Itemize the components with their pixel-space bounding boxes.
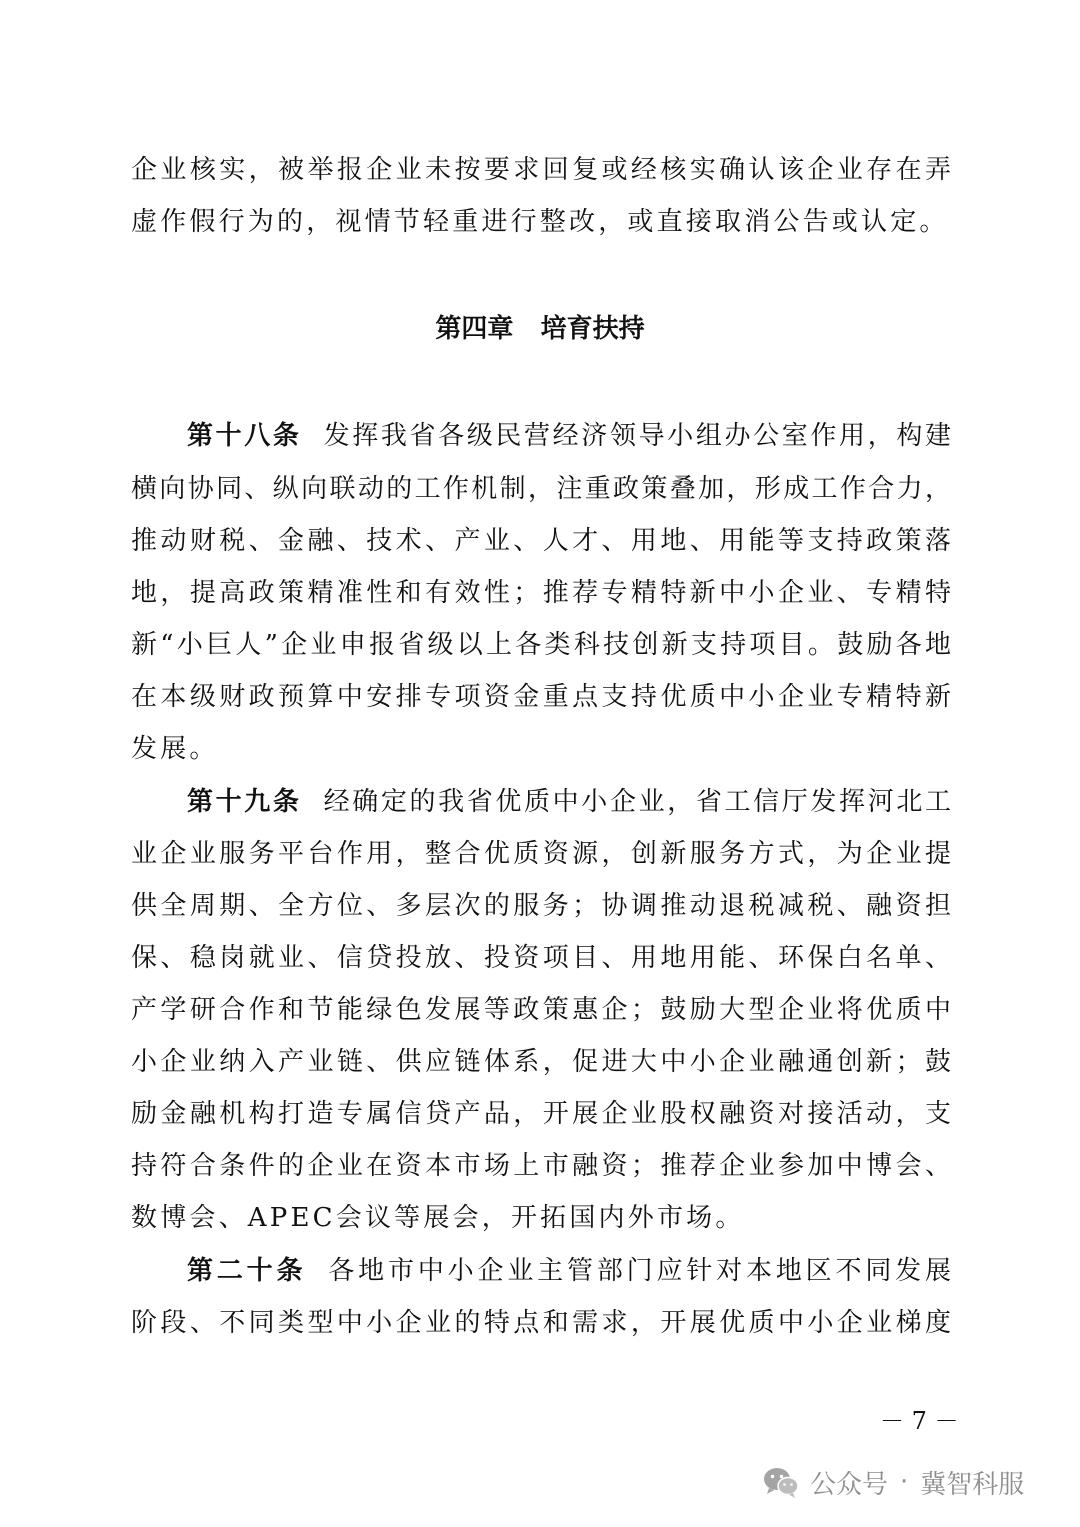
paragraph-line: 新“小巨人”企业申报省级以上各类科技创新支持项目。鼓励各地: [131, 630, 951, 660]
paragraph-line: 保、稳岗就业、信贷投放、投资项目、用地用能、环保白名单、: [131, 943, 951, 973]
watermark-account: 冀智科服: [920, 1469, 1025, 1500]
article-text: 发挥我省各级民营经济领导小组办公室作用，构建: [323, 421, 951, 451]
paragraph-line: 小企业纳入产业链、供应链体系，促进大中小企业融通创新；鼓: [131, 1047, 951, 1077]
watermark-separator: ·: [900, 1467, 909, 1497]
paragraph-line: 数博会、APEC会议等展会，开拓国内外市场。: [131, 1203, 745, 1233]
article-text: 经确定的我省优质中小企业，省工信厅发挥河北工: [323, 787, 951, 817]
paragraph-line: 发展。: [131, 734, 219, 764]
paragraph-line: 阶段、不同类型中小企业的特点和需求，开展优质中小企业梯度: [131, 1308, 951, 1338]
paragraph-line: 虚作假行为的，视情节轻重进行整改，或直接取消公告或认定。: [131, 207, 949, 237]
page-number: － 7 －: [880, 1407, 959, 1435]
article-first-line: [187, 786, 951, 818]
paragraph-line: 产学研合作和节能绿色发展等政策惠企；鼓励大型企业将优质中: [131, 995, 951, 1025]
watermark: [762, 1461, 1024, 1503]
paragraph-line: 推动财税、金融、技术、产业、人才、用地、用能等支持政策落: [131, 526, 951, 556]
paragraph-line: 供全周期、全方位、多层次的服务；协调推动退税减税、融资担: [131, 891, 951, 921]
chapter-title: 第四章 培育扶持: [435, 314, 645, 344]
paragraph-line: 企业核实，被举报企业未按要求回复或经核实确认该企业存在弄: [131, 155, 951, 185]
article-text: 各地市中小企业主管部门应针对本地区不同发展: [328, 1256, 951, 1286]
article-label: 第十九条: [187, 787, 302, 817]
article-label: 第二十条: [187, 1256, 307, 1286]
article-label: 第十八条: [187, 421, 302, 451]
paragraph-line: 励金融机构打造专属信贷产品，开展企业股权融资对接活动，支: [131, 1099, 951, 1129]
paragraph-line: 持符合条件的企业在资本市场上市融资；推荐企业参加中博会、: [131, 1151, 951, 1181]
paragraph-line: 在本级财政预算中安排专项资金重点支持优质中小企业专精特新: [131, 682, 951, 712]
article-first-line: [187, 1255, 951, 1287]
paragraph-line: 地，提高政策精准性和有效性；推荐专精特新中小企业、专精特: [131, 578, 951, 608]
wechat-icon: [762, 1465, 800, 1499]
article-first-line: [187, 420, 951, 452]
watermark-prefix: 公众号: [810, 1469, 889, 1500]
paragraph-line: 业企业服务平台作用，整合优质资源，创新服务方式，为企业提: [131, 839, 951, 869]
paragraph-line: 横向协同、纵向联动的工作机制，注重政策叠加，形成工作合力，: [131, 474, 951, 504]
